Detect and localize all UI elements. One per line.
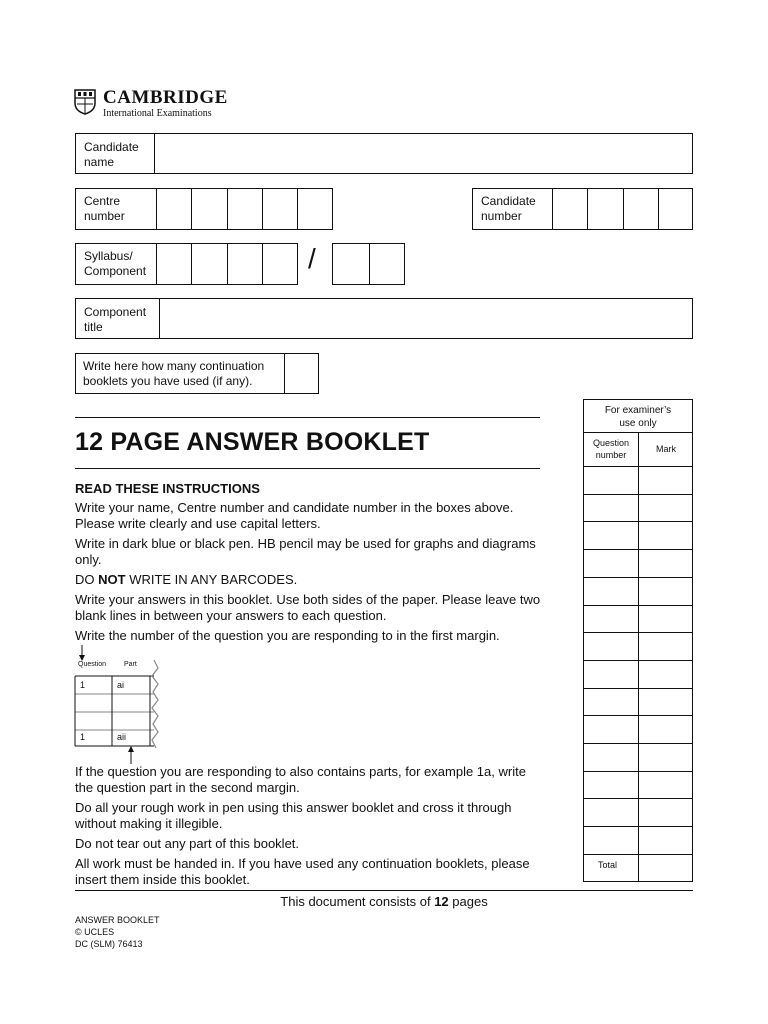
examiner-col-divider: [638, 432, 639, 881]
candidate-number-cell[interactable]: [587, 189, 588, 229]
centre-number-cell[interactable]: [297, 189, 298, 229]
page-count-num: 12: [434, 894, 449, 909]
centre-number-cell[interactable]: [227, 189, 228, 229]
component-title-label: Component title: [84, 305, 147, 334]
example-row2-part: aii: [117, 732, 127, 742]
syllabus-cell[interactable]: [227, 244, 228, 284]
syllabus-label: Syllabus/ Component: [84, 249, 147, 278]
instruction-1: Write your name, Centre number and candidate number in the boxes above. Please write clearly and use capital letters.: [75, 500, 514, 531]
footer-line-3: DC (SLM) 76413: [75, 939, 143, 949]
footer-line-1: ANSWER BOOKLET: [75, 915, 160, 925]
brand-subtitle: International Examinations: [103, 108, 212, 119]
examiner-row-line: [584, 854, 692, 855]
centre-number-label: Centre number: [84, 194, 125, 223]
examiner-col-mark: Mark: [656, 444, 676, 454]
candidate-name-label: Candidate name: [84, 140, 139, 169]
examiner-row-line: [584, 771, 692, 772]
cambridge-crest-icon: [74, 89, 96, 115]
candidate-name-divider: [154, 134, 155, 173]
component-title-divider: [159, 299, 160, 338]
examiner-row-line: [584, 577, 692, 578]
centre-number-cell[interactable]: [191, 189, 192, 229]
component-number-cell[interactable]: [369, 244, 370, 284]
examiner-row-line: [584, 605, 692, 606]
booklet-title: 12 PAGE ANSWER BOOKLET: [75, 428, 430, 456]
instruction-3-pre: DO: [75, 572, 99, 587]
syllabus-cell[interactable]: [191, 244, 192, 284]
example-row2-question: 1: [80, 732, 86, 742]
instruction-6: If the question you are responding to also contains parts, for example 1a, write the question part in the second margin.: [75, 764, 526, 795]
continuation-count-cell[interactable]: [284, 354, 285, 393]
example-col-part: Part: [124, 661, 137, 668]
title-rule-bottom: [75, 468, 540, 469]
examiner-total-label: Total: [598, 860, 618, 870]
brand-name: CAMBRIDGE: [103, 87, 228, 108]
instruction-5: Write the number of the question you are responding to in the first margin.: [75, 628, 500, 643]
component-title-field[interactable]: [75, 298, 693, 339]
centre-number-cell[interactable]: [156, 189, 157, 229]
candidate-number-label: Candidate number: [481, 194, 536, 223]
examiner-table: [583, 399, 693, 882]
instruction-9: All work must be handed in. If you have used any continuation booklets, please insert them inside this booklet.: [75, 856, 530, 887]
page-count-pre: This document consists of: [280, 894, 435, 909]
page-count: [75, 894, 693, 909]
example-row1-part: ai: [117, 680, 125, 690]
centre-number-field[interactable]: [75, 188, 333, 230]
syllabus-cell[interactable]: [262, 244, 263, 284]
example-row1-question: 1: [80, 680, 86, 690]
candidate-number-cell[interactable]: [552, 189, 553, 229]
footer-rule: [75, 890, 693, 891]
examiner-row-line: [584, 521, 692, 522]
instruction-2: Write in dark blue or black pen. HB pencil may be used for graphs and diagrams only.: [75, 536, 536, 567]
examiner-row-line: [584, 660, 692, 661]
page-count-post: pages: [448, 894, 488, 909]
syllabus-field[interactable]: [75, 243, 298, 285]
title-rule-top: [75, 417, 540, 418]
examiner-row-line: [584, 826, 692, 827]
instruction-4: Write your answers in this booklet. Use both sides of the paper. Please leave two blank lines in between your answers to each question.: [75, 592, 541, 623]
component-number-field[interactable]: [332, 243, 405, 285]
footer-line-2: © UCLES: [75, 927, 115, 937]
candidate-name-field[interactable]: [75, 133, 693, 174]
examiner-row-line: [584, 715, 692, 716]
examiner-table-title: For examiner’s use only: [604, 405, 672, 429]
cambridge-logo: [74, 87, 274, 121]
candidate-number-cell[interactable]: [623, 189, 624, 229]
candidate-number-cell[interactable]: [658, 189, 659, 229]
examiner-row-line: [584, 494, 692, 495]
examiner-row-line: [584, 466, 692, 467]
continuation-field[interactable]: [75, 353, 319, 394]
instruction-3: [75, 572, 545, 588]
syllabus-slash: /: [308, 243, 316, 274]
instructions-heading: READ THESE INSTRUCTIONS: [75, 481, 260, 496]
instruction-7: Do all your rough work in pen using this answer booklet and cross it through without making it illegible.: [75, 800, 512, 831]
examiner-row-line: [584, 549, 692, 550]
instruction-8: Do not tear out any part of this booklet.: [75, 836, 300, 851]
candidate-number-field[interactable]: [472, 188, 693, 230]
example-col-question: Question: [78, 661, 107, 668]
centre-number-cell[interactable]: [262, 189, 263, 229]
examiner-row-line: [584, 743, 692, 744]
examiner-row-line: [584, 798, 692, 799]
examiner-row-line: [584, 688, 692, 689]
instruction-3-post: WRITE IN ANY BARCODES.: [125, 572, 298, 587]
examiner-col-question: Question number: [592, 438, 630, 460]
instruction-3-bold: NOT: [98, 572, 126, 587]
continuation-label: Write here how many continuation booklets you have used (if any).: [83, 359, 265, 388]
syllabus-cell[interactable]: [156, 244, 157, 284]
examiner-row-line: [584, 632, 692, 633]
